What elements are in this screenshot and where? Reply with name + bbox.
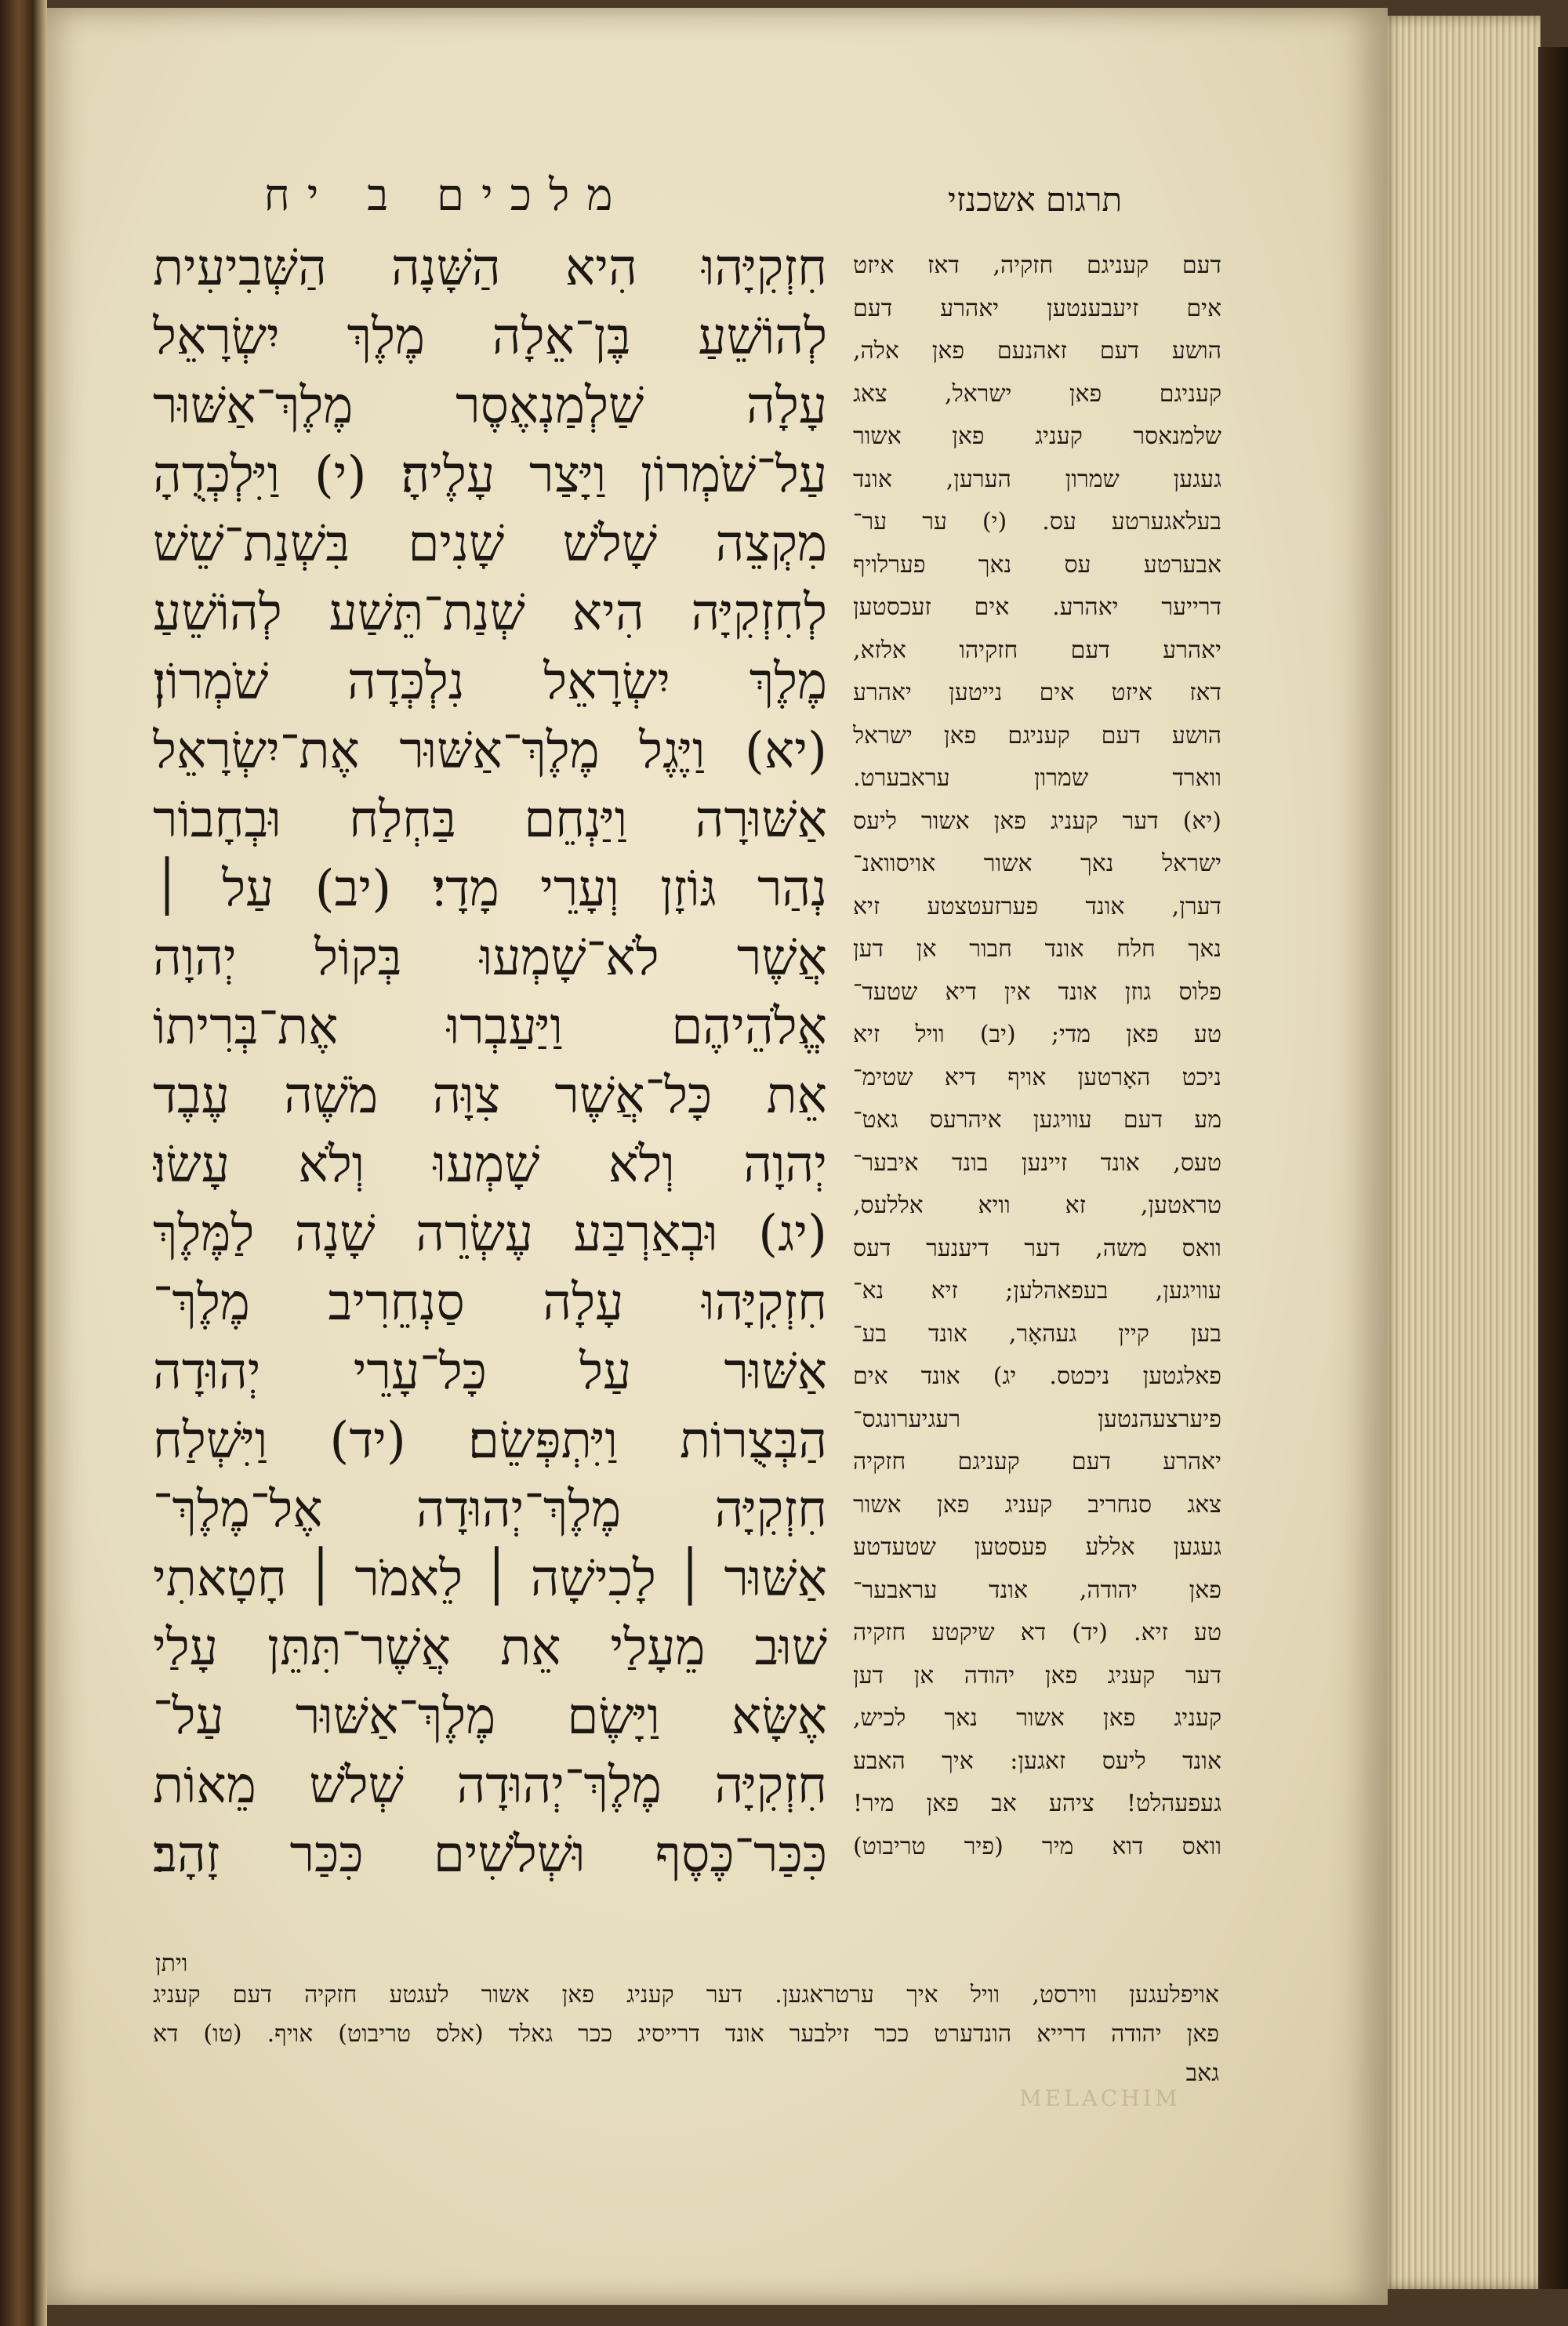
translation-line: בען קיין געהאָר, אונד בע־ (853, 1319, 1221, 1348)
hebrew-text-column (153, 234, 827, 1958)
translation-line: טע זיא. (יד) דא שיקטע חזקיה (853, 1619, 1221, 1646)
translation-line: מע דעם עוויגען איהרעס גאט־ (853, 1106, 1221, 1134)
show-through-text: MELACHIM (1019, 2085, 1181, 2111)
translation-line: עוויגען, בעפאהלען; זיא נא־ (853, 1277, 1221, 1305)
catchword: ויתן (155, 1950, 188, 1977)
translation-line: יאהרע דעם קעניגם חזקיה (853, 1448, 1221, 1475)
hebrew-line: לְחִזְקִיָּה הִיא שְׁנַת־תֵּשַׁע לְהוֹשֵׁעַ (153, 584, 827, 642)
translation-line: ניכט האָרטען אויף דיא שטימ־ (853, 1063, 1221, 1091)
main-column-header: מלכים ב יח (263, 170, 630, 221)
hebrew-line: חִזְקִיָּה מֶלֶךְ־יְהוּדָה שְׁלֹשׁ מֵאוֹת (153, 1757, 827, 1815)
footer-line: פאן יהודה דרייא הונדערט ככר זילבער אונד דרייסיג ככר גאלד (אלס טריבוט) אויף. (טו) דא (153, 2020, 1219, 2048)
hebrew-line: שׁוּב מֵעָלַי אֵת אֲשֶׁר־תִּתֵּן עָלַי (153, 1619, 827, 1677)
hebrew-line: נְהַר גּוֹזָן וְעָרֵי מָדָי׃ (יב) עַל ׀ (153, 860, 827, 918)
hebrew-line: כִּכַּר־כֶּסֶף וּשְׁלֹשִׁים כִּכַּר זָהָב׃ (153, 1826, 827, 1884)
translation-line: וואס משה, דער דיענער דעס (853, 1234, 1221, 1262)
translation-line: פאלגטען ניכטס. יג) אונד אים (853, 1363, 1221, 1390)
translation-line: געגען אללע פעסטען שטעדטע (853, 1533, 1221, 1561)
hebrew-line: חִזְקִיָּהוּ עָלָה סַנְחֵרִיב מֶלֶךְ־ (153, 1274, 827, 1332)
translation-line: וואס דוא מיר (פיר טריבוט) (853, 1832, 1221, 1860)
footer-line: גאב (1185, 2059, 1219, 2087)
hebrew-line: עָלָה שַׁלְמַנְאֶסֶר מֶלֶךְ־אַשּׁוּר (153, 377, 827, 435)
hebrew-line: לְהוֹשֵׁעַ בֶּן־אֵלָה מֶלֶךְ יִשְׂרָאֵל (153, 308, 827, 366)
hebrew-line: אֱלֹהֵיהֶם וַיַּעַבְרוּ אֶת־בְּרִיתוֹ (153, 998, 827, 1056)
side-column-header: תרגום אשכנזי (947, 180, 1123, 219)
translation-line: דאז איזט אים נייטען יאהרע (853, 679, 1221, 706)
hebrew-line: מִקְצֵה שָׁלֹשׁ שָׁנִים בִּשְׁנַת־שֵׁשׁ (153, 515, 827, 573)
translation-line: הושע דעם קעניגם פאן ישראל (853, 721, 1221, 749)
translation-line: דעם קעניגם חזקיה, דאז איזט (853, 252, 1221, 279)
hebrew-line: הַבְּצֻרוֹת וַיִּתְפְּשֵׂם׃ (יד) וַיִּשְׁלַח (153, 1412, 827, 1470)
hebrew-line: אֶשָּׂא וַיָּשֶׂם מֶלֶךְ־אַשּׁוּר עַל־ (153, 1688, 827, 1746)
hebrew-line: אֵת כָּל־אֲשֶׁר צִוָּה מֹשֶׁה עֶבֶד (153, 1067, 827, 1125)
translation-line: געפעהלט! ציהע אב פאן מיר! (853, 1790, 1221, 1817)
translation-column (853, 245, 1221, 1954)
translation-line: טראטען, זא וויא אללעס, (853, 1192, 1221, 1219)
hebrew-line: אַשּׁוּר עַל כָּל־עָרֵי יְהוּדָה (153, 1343, 827, 1401)
footer-line: אויפלעגען ווירסט, וויל איך ערטראגען. דער קעניג פאן אשור לעגטע חזקיה דעם קעניג (153, 1981, 1219, 2008)
translation-line: שלמנאסר קעניג פאן אשור (853, 423, 1221, 450)
translation-line: דערן, אונד פערזעטצטע זיא (853, 892, 1221, 920)
translation-line: פלוס גוזן אונד אין דיא שטעד־ (853, 978, 1221, 1006)
translation-line: קעניג פאן אשור נאך לכיש, (853, 1704, 1221, 1732)
hebrew-line: אַשּׁוּרָה וַיַּנְחֵם בַּחְלַח וּבְחָבוֹר (153, 791, 827, 849)
translation-line: אבערטע עס נאך פערלויף (853, 550, 1221, 579)
translation-line: אים זיעבענטען יאהרע דעם (853, 294, 1221, 322)
translation-line: פיערצעהנטען רעגיערונגס־ (853, 1405, 1221, 1433)
translation-line: טעס, אונד זיינען בונד איבער־ (853, 1148, 1221, 1177)
hebrew-line: אֲשֶׁר לֹא־שָׁמְעוּ בְּקוֹל יְהוָה (153, 929, 827, 987)
translation-line: דרייער יאהרע. אים זעכסטען (853, 593, 1221, 621)
translation-line: הושע דעם זאהנעם פאן אלה, (853, 337, 1221, 365)
hebrew-line: חִזְקִיָּהוּ הִיא הַשָּׁנָה הַשְּׁבִיעִית (153, 239, 827, 297)
translation-line: נאך חלח אונד חבור אן דען (853, 935, 1221, 963)
translation-line: טע פאן מדי; (יב) וויל זיא (853, 1021, 1221, 1048)
translation-line: ישראל נאך אשור אויסוואנ־ (853, 850, 1221, 877)
book-binding-left (0, 0, 47, 2326)
translation-line: דער קעניג פאן יהודה אן דען (853, 1661, 1221, 1689)
hebrew-line: (יא) וַיֶּגֶל מֶלֶךְ־אַשּׁוּר אֶת־יִשְׂרָאֵל (153, 722, 827, 780)
translation-line: (יא) דער קעניג פאן אשור ליעס (853, 807, 1221, 835)
cover-edge-right (1538, 47, 1568, 2289)
translation-line: געגען שמרון הערען, אונד (853, 465, 1221, 493)
translation-line: בעלאגערטע עס. (י) ער ער־ (853, 508, 1221, 535)
translation-line: אונד ליעס זאגען: איך האבע (853, 1747, 1221, 1775)
translation-line: יאהרע דעם חזקיהו אלזא, (853, 636, 1221, 664)
hebrew-line: עַל־שֹׁמְרוֹן וַיָּצַר עָלֶיהָ׃ (י) וַיִּלְכְּדֻהָ (153, 446, 827, 504)
hebrew-line: (יג) וּבְאַרְבַּע עֶשְׂרֵה שָׁנָה לַמֶּלֶךְ (153, 1205, 827, 1263)
page-edges-right (1380, 16, 1541, 2289)
translation-footer (153, 1976, 1219, 2101)
translation-line: צאג סנחריב קעניג פאן אשור (853, 1490, 1221, 1519)
hebrew-line: מֶלֶךְ יִשְׂרָאֵל נִלְכְּדָה שֹׁמְרוֹן׃ (153, 653, 827, 711)
book-page (47, 8, 1388, 2305)
translation-line: פאן יהודה, אונד עראבער־ (853, 1576, 1221, 1604)
hebrew-line: אַשּׁוּר ׀ לָכִישָׁה ׀ לֵאמֹר ׀ חָטָאתִי (153, 1550, 827, 1608)
hebrew-line: חִזְקִיָּה מֶלֶךְ־יְהוּדָה אֶל־מֶלֶךְ־ (153, 1481, 827, 1539)
hebrew-line: יְהוָה וְלֹא שָׁמְעוּ וְלֹא עָשׂוּ׃ (153, 1136, 827, 1194)
translation-line: קעניגם פאן ישראל, צאג (853, 379, 1221, 408)
translation-line: ווארד שמרון עראבערט. (853, 764, 1221, 792)
